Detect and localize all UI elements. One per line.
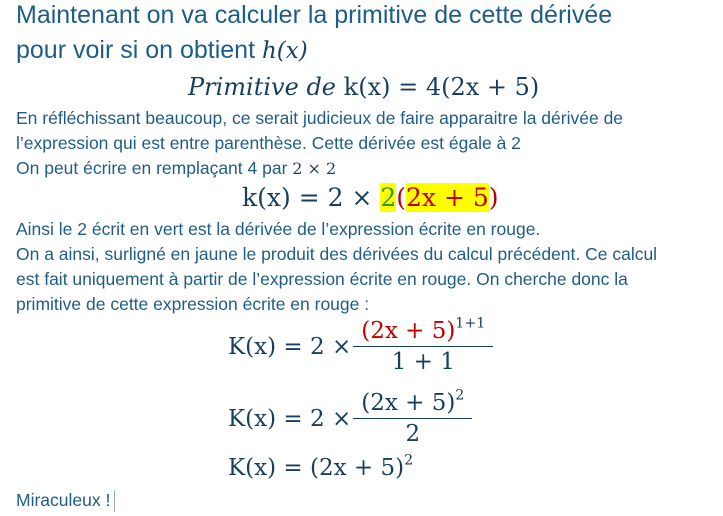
eq2-denominator: 2 xyxy=(353,418,472,447)
equation-3 xyxy=(228,452,414,481)
text-cursor xyxy=(114,490,115,512)
eq3-exponent: 2 xyxy=(404,452,414,469)
title-math-h: h(x) xyxy=(261,38,308,64)
title-line-1: Maintenant on va calculer la primitive de cette dérivée xyxy=(16,1,613,29)
eq1-fraction xyxy=(357,315,489,375)
eq1-num-exponent: 1+1 xyxy=(455,315,486,332)
paragraph1-line1: En réfléchissant beaucoup, ce serait judicieux de faire apparaitre la dérivée de xyxy=(16,108,624,128)
eq2-fraction xyxy=(357,387,468,447)
eq1-lhs: K(x) = 2 × xyxy=(228,333,352,360)
paragraph2-line4: primitive de cette expression écrite en rouge : xyxy=(16,294,370,314)
primitive-line xyxy=(188,73,539,101)
paragraph2-line1: Ainsi le 2 écrit en vert est la dérivée de l’expression écrite en rouge. xyxy=(16,219,541,239)
eq2-lhs: K(x) = 2 × xyxy=(228,405,352,432)
k-expr-close-paren: ) xyxy=(488,183,499,212)
k-expr-red-part: 2x + 5 xyxy=(406,183,489,212)
equation-2 xyxy=(228,387,468,447)
k-expr-lhs: k(x) = 2 × xyxy=(242,183,381,212)
paragraph2-line2: On a ainsi, surligné en jaune le produit des dérivées du calcul précédent. Ce calcul xyxy=(16,244,658,264)
eq2-num: (2x + 5) xyxy=(361,390,456,416)
paragraph1-line3-text: On peut écrire en remplaçant 4 par xyxy=(16,158,288,178)
paragraph1-line3-math: 2 × 2 xyxy=(292,159,337,178)
title-line-2 xyxy=(16,35,308,66)
closing-label: Miraculeux ! xyxy=(16,490,111,510)
eq1-numerator xyxy=(357,315,489,346)
k-expr-green-two: 2 xyxy=(380,183,397,212)
k-expr-open-paren: ( xyxy=(396,183,407,212)
paragraph1-line3 xyxy=(16,158,336,179)
paragraph2-line3: est fait uniquement à partir de l’expression écrite en rouge. On cherche donc la xyxy=(16,269,628,289)
eq1-num-red: (2x + 5) xyxy=(361,318,456,344)
closing-text xyxy=(16,490,115,512)
primitive-label: Primitive de xyxy=(188,73,337,101)
eq3-expr: K(x) = (2x + 5) xyxy=(228,455,405,481)
equation-1 xyxy=(228,315,489,375)
primitive-expr: k(x) = 4(2x + 5) xyxy=(343,73,540,101)
eq2-num-exponent: 2 xyxy=(455,387,465,404)
k-expression xyxy=(242,183,499,212)
eq2-numerator xyxy=(357,387,468,418)
title-line-2-text: pour voir si on obtient xyxy=(16,36,256,64)
paragraph1-line2: l’expression qui est entre parenthèse. Cette dérivée est égale à 2 xyxy=(16,133,521,153)
eq1-denominator: 1 + 1 xyxy=(353,346,493,375)
